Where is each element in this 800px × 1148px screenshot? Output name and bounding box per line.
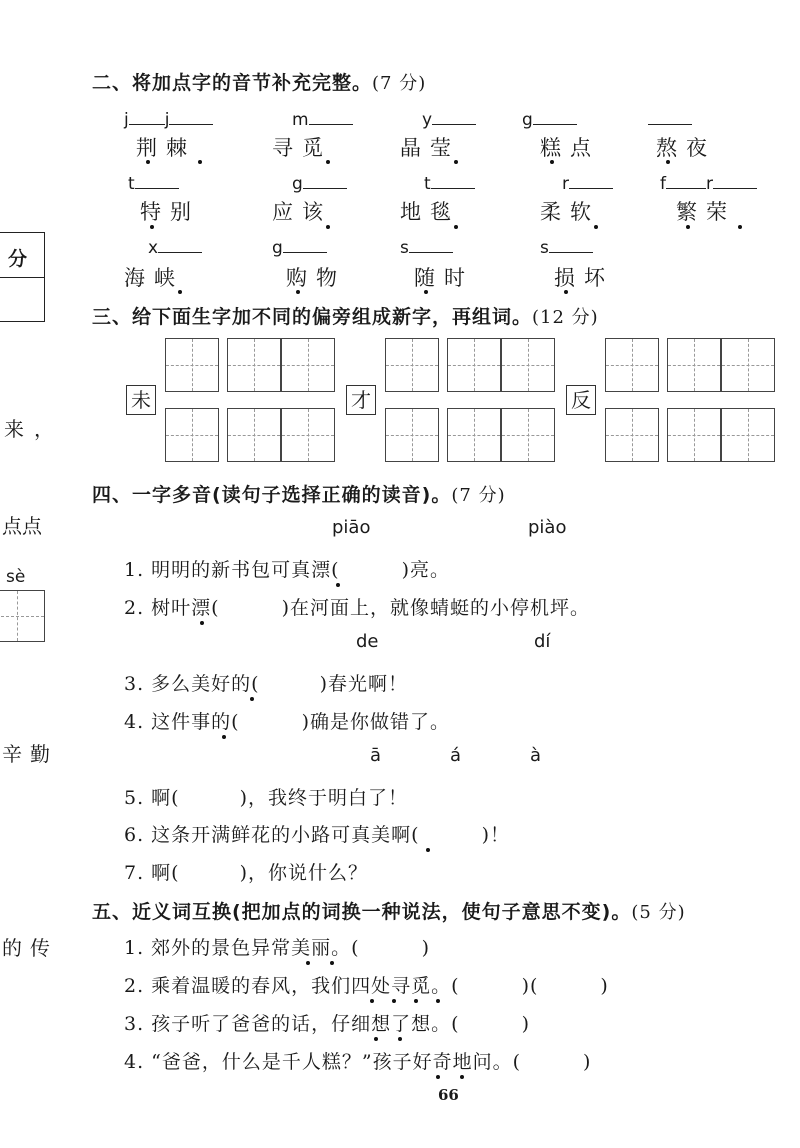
word-ditan: 地毯 [400,200,460,224]
word-xunmi: 寻觅 [272,136,332,160]
word-jingying: 晶莹 [400,136,460,160]
word-jingji: 荆棘 [136,136,196,160]
pinyin-blank[interactable]: g [272,238,327,258]
base-char-cai: 才 [346,385,376,415]
question-4-2: 2. 树叶漂( )在河面上，就像蜻蜓的小停机坪。 [124,597,591,619]
word-haixia: 海峡 [124,266,184,290]
word-gaodian: 糕点 [540,136,600,160]
write-cell[interactable] [281,408,335,462]
write-cell[interactable] [667,408,721,462]
pinyin-blank[interactable]: j j [124,110,213,130]
write-cell[interactable] [501,338,555,392]
section-4-title: 四、一字多音(读句子选择正确的读音)。(7 分) [92,484,506,506]
section-2-title: 二、将加点字的音节补充完整。(7 分) [92,72,427,94]
word-aoye: 熬夜 [656,136,716,160]
pinyin-blank[interactable]: m [292,110,353,130]
pinyin-blank[interactable]: g [522,110,577,130]
question-4-6: 6. 这条开满鲜花的小路可真美啊( )！ [124,824,511,846]
question-4-7: 7. 啊( )，你说什么？ [124,862,369,884]
question-4-1: 1. 明明的新书包可真漂( )亮。 [124,559,451,581]
left-edge-grid [0,590,45,642]
pinyin-blank[interactable]: y [422,110,476,130]
write-cell[interactable] [721,408,775,462]
page-number: 66 [438,1086,459,1104]
pinyin-option: piào [528,517,567,538]
left-edge-text-4: 的传 [2,936,58,960]
section-3-title: 三、给下面生字加不同的偏旁组成新字，再组词。(12 分) [92,306,599,328]
pinyin-option: piāo [332,517,371,538]
pinyin-option: á [450,745,462,766]
write-cell[interactable] [721,338,775,392]
left-edge-text-2: 点点 [2,514,42,538]
write-cell[interactable] [385,338,439,392]
write-cell[interactable] [447,408,501,462]
question-5-2: 2. 乘着温暖的春风，我们四处寻觅。( )( ) [124,975,609,997]
word-fanrong: 繁荣 [676,200,736,224]
question-5-4: 4. “爸爸，什么是千人糕？”孩子好奇地问。( ) [124,1051,592,1073]
word-rouruan: 柔软 [540,200,600,224]
pinyin-blank[interactable]: f r [660,174,757,194]
word-tebie: 特别 [140,200,200,224]
left-edge-text-1: 来， [4,417,64,441]
pinyin-blank[interactable]: s [400,238,453,258]
pinyin-option: dí [534,631,551,652]
word-gouwu: 购物 [286,266,346,290]
word-yinggai: 应该 [272,200,332,224]
pinyin-option: à [530,745,542,766]
write-cell[interactable] [605,408,659,462]
pinyin-blank[interactable]: g [292,174,347,194]
pinyin-blank[interactable]: t [128,174,179,194]
question-5-1: 1. 郊外的景色异常美丽。( ) [124,937,431,959]
base-char-fan: 反 [566,385,596,415]
left-edge-text-3: 辛勤 [2,742,58,766]
write-cell[interactable] [227,408,281,462]
pinyin-blank[interactable]: r [562,174,613,194]
pinyin-blank[interactable]: t [424,174,475,194]
left-score-label: 分 [8,248,29,270]
write-cell[interactable] [447,338,501,392]
pinyin-option: de [356,631,379,652]
write-cell[interactable] [385,408,439,462]
question-4-4: 4. 这件事的( )确是你做错了。 [124,711,451,733]
base-char-wei: 未 [126,385,156,415]
write-cell[interactable] [501,408,555,462]
pinyin-option: ā [370,745,382,766]
pinyin-blank[interactable] [648,110,692,130]
word-sunhuai: 损坏 [554,266,614,290]
write-cell[interactable] [667,338,721,392]
write-cell[interactable] [281,338,335,392]
section-5-title: 五、近义词互换(把加点的词换一种说法，使句子意思不变)。(5 分) [92,901,686,923]
pinyin-blank[interactable]: s [540,238,593,258]
pinyin-blank[interactable]: x [148,238,202,258]
write-cell[interactable] [165,408,219,462]
question-4-5: 5. 啊( )，我终于明白了！ [124,787,409,809]
word-suishi: 随时 [414,266,474,290]
write-cell[interactable] [605,338,659,392]
write-cell[interactable] [165,338,219,392]
left-edge-pinyin: sè [6,567,26,587]
write-cell[interactable] [227,338,281,392]
question-4-3: 3. 多么美好的( )春光啊！ [124,673,409,695]
question-5-3: 3. 孩子听了爸爸的话，仔细想了想。( ) [124,1013,531,1035]
